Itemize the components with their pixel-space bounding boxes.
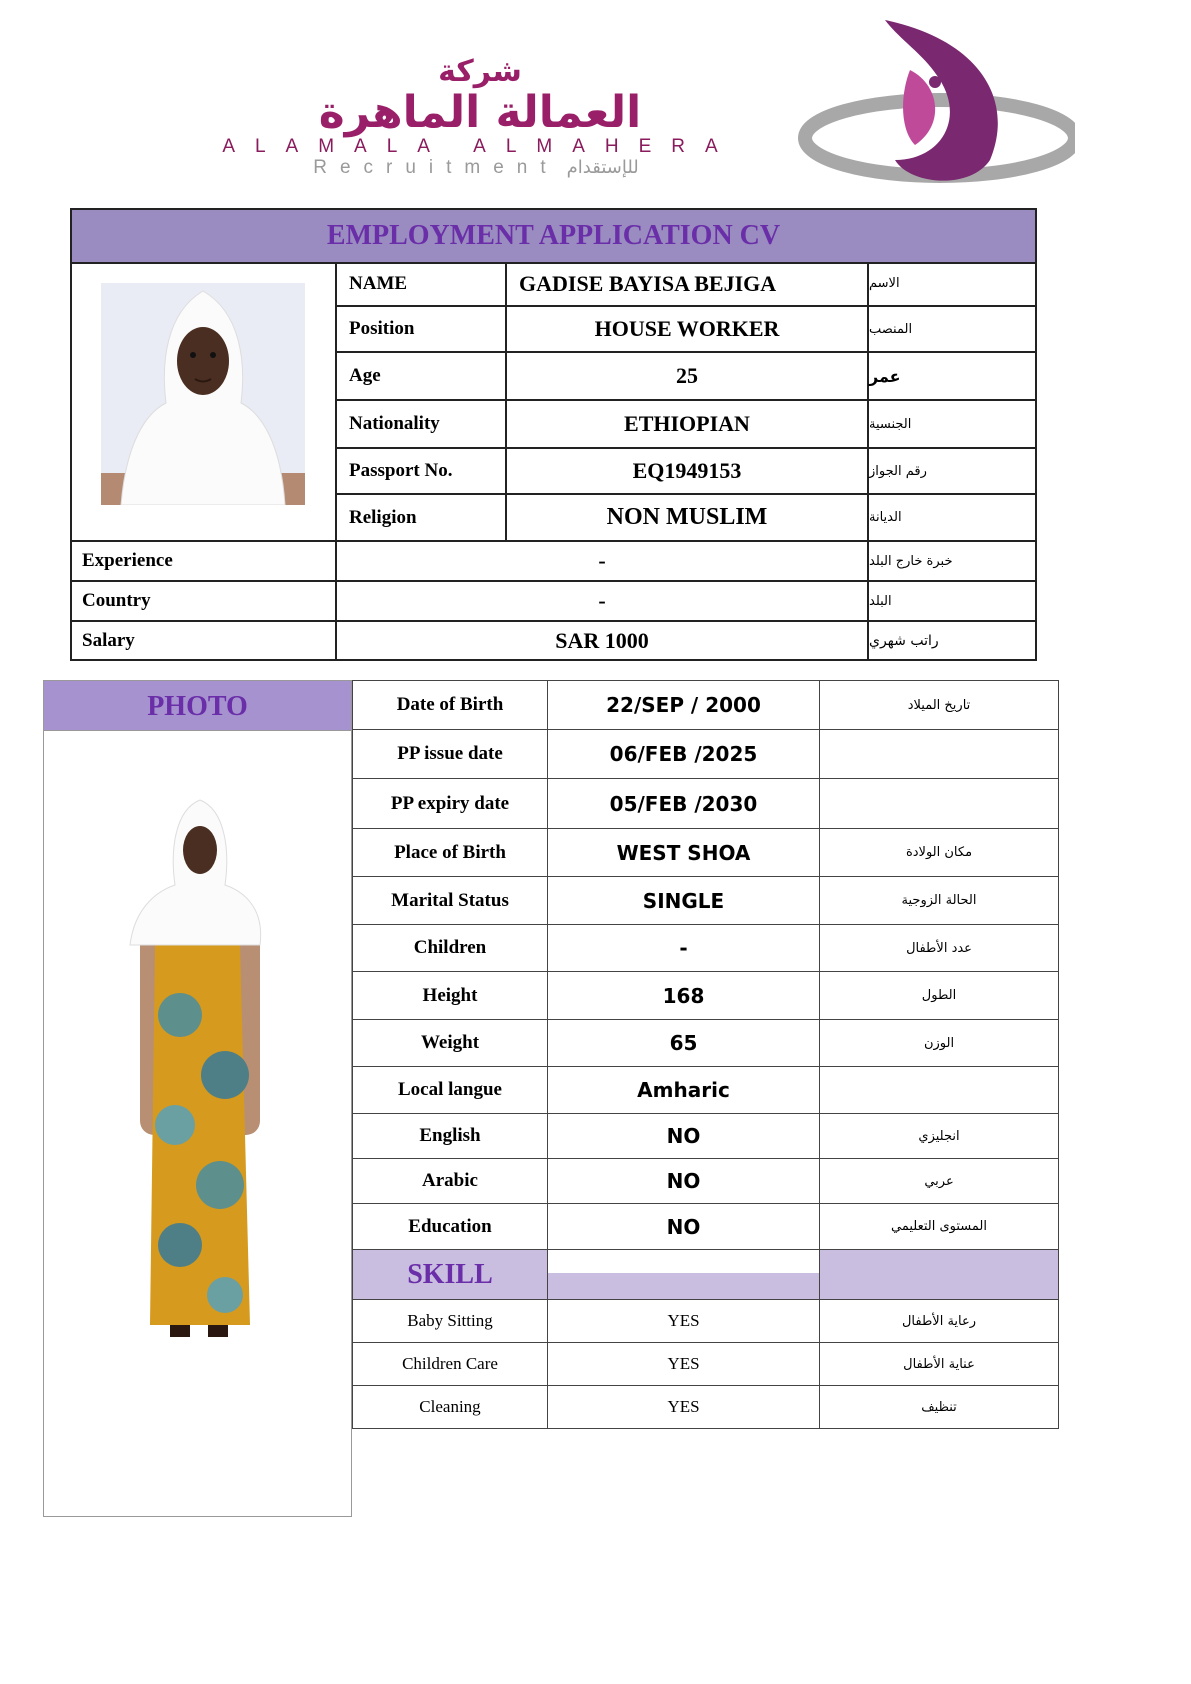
skill-children-care-value: YES <box>548 1343 820 1386</box>
nationality-value: ETHIOPIAN <box>507 401 869 449</box>
salary-arabic-label: راتب شهري <box>869 622 1037 661</box>
children-value: - <box>548 925 820 972</box>
pp-expiry-value: 05/FEB /2030 <box>548 779 820 829</box>
height-value: 168 <box>548 972 820 1020</box>
age-arabic-label: عمر <box>869 353 1037 401</box>
experience-arabic-label: خبرة خارج البلد <box>869 542 1037 582</box>
local-language-value: Amharic <box>548 1067 820 1114</box>
logo-english-sub <box>180 157 780 179</box>
skill-cleaning-label: Cleaning <box>352 1386 548 1429</box>
company-logo-emblem <box>790 10 1075 190</box>
photo-heading: PHOTO <box>43 680 352 731</box>
country-label: Country <box>70 582 337 622</box>
country-value: - <box>337 582 869 622</box>
logo-arabic-name: العمالة الماهرة <box>318 87 642 138</box>
marital-status-value: SINGLE <box>548 877 820 925</box>
height-label: Height <box>352 972 548 1020</box>
religion-label: Religion <box>337 495 507 542</box>
marital-status-arabic-label: الحالة الزوجية <box>820 877 1059 925</box>
pp-issue-arabic-label <box>820 730 1059 779</box>
name-value: GADISE BAYISA BEJIGA <box>507 262 869 307</box>
marital-status-label: Marital Status <box>352 877 548 925</box>
logo-recruitment: Recruitment <box>313 157 559 178</box>
salary-value: SAR 1000 <box>337 622 869 661</box>
age-value: 25 <box>507 353 869 401</box>
arabic-label: Arabic <box>352 1159 548 1204</box>
company-logo-text <box>180 54 780 178</box>
portrait-cell <box>70 262 337 542</box>
place-of-birth-arabic-label: مكان الولادة <box>820 829 1059 877</box>
skill-heading-fill <box>548 1273 819 1299</box>
english-label: English <box>352 1114 548 1159</box>
position-label: Position <box>337 307 507 353</box>
religion-value: NON MUSLIM <box>507 495 869 542</box>
dob-value: 22/SEP / 2000 <box>548 680 820 730</box>
passport-label: Passport No. <box>337 449 507 495</box>
place-of-birth-value: WEST SHOA <box>548 829 820 877</box>
education-label: Education <box>352 1204 548 1250</box>
logo-arabic-sub: للإستقدام <box>566 157 639 178</box>
skill-baby-sitting-arabic: رعاية الأطفال <box>820 1300 1059 1343</box>
english-arabic-label: انجليزي <box>820 1114 1059 1159</box>
place-of-birth-label: Place of Birth <box>352 829 548 877</box>
passport-value: EQ1949153 <box>507 449 869 495</box>
pp-expiry-label: PP expiry date <box>352 779 548 829</box>
skill-children-care-arabic: عناية الأطفال <box>820 1343 1059 1386</box>
skill-cleaning-value: YES <box>548 1386 820 1429</box>
height-arabic-label: الطول <box>820 972 1059 1020</box>
skill-heading-arabic-blank <box>820 1250 1059 1300</box>
country-arabic-label: البلد <box>869 582 1037 622</box>
weight-label: Weight <box>352 1020 548 1067</box>
children-arabic-label: عدد الأطفال <box>820 925 1059 972</box>
arabic-value: NO <box>548 1159 820 1204</box>
english-value: NO <box>548 1114 820 1159</box>
experience-value: - <box>337 542 869 582</box>
education-value: NO <box>548 1204 820 1250</box>
passport-arabic-label: رقم الجواز <box>869 449 1037 495</box>
pp-issue-label: PP issue date <box>352 730 548 779</box>
position-arabic-label: المنصب <box>869 307 1037 353</box>
weight-arabic-label: الوزن <box>820 1020 1059 1067</box>
name-arabic-label: الاسم <box>869 262 1037 307</box>
name-label: NAME <box>337 262 507 307</box>
form-title: EMPLOYMENT APPLICATION CV <box>70 208 1037 264</box>
local-language-arabic-label <box>820 1067 1059 1114</box>
skill-baby-sitting-value: YES <box>548 1300 820 1343</box>
weight-value: 65 <box>548 1020 820 1067</box>
religion-arabic-label: الديانة <box>869 495 1037 542</box>
nationality-arabic-label: الجنسية <box>869 401 1037 449</box>
skill-cleaning-arabic: تنظيف <box>820 1386 1059 1429</box>
experience-label: Experience <box>70 542 337 582</box>
skill-heading-blank <box>548 1250 820 1300</box>
dob-arabic-label: تاريخ الميلاد <box>820 680 1059 730</box>
salary-label: Salary <box>70 622 337 661</box>
nationality-label: Nationality <box>337 401 507 449</box>
education-arabic-label: المستوى التعليمي <box>820 1204 1059 1250</box>
arabic-arabic-label: عربي <box>820 1159 1059 1204</box>
pp-issue-value: 06/FEB /2025 <box>548 730 820 779</box>
logo-arabic-company: شركة <box>438 54 522 89</box>
portrait-photo <box>101 283 305 505</box>
dob-label: Date of Birth <box>352 680 548 730</box>
children-label: Children <box>352 925 548 972</box>
full-body-photo <box>120 795 270 1355</box>
skill-baby-sitting-label: Baby Sitting <box>352 1300 548 1343</box>
logo-english-name: ALAMALA ALMAHERA <box>222 136 738 157</box>
age-label: Age <box>337 353 507 401</box>
pp-expiry-arabic-label <box>820 779 1059 829</box>
position-value: HOUSE WORKER <box>507 307 869 353</box>
local-language-label: Local langue <box>352 1067 548 1114</box>
skill-heading: SKILL <box>352 1250 548 1300</box>
skill-children-care-label: Children Care <box>352 1343 548 1386</box>
